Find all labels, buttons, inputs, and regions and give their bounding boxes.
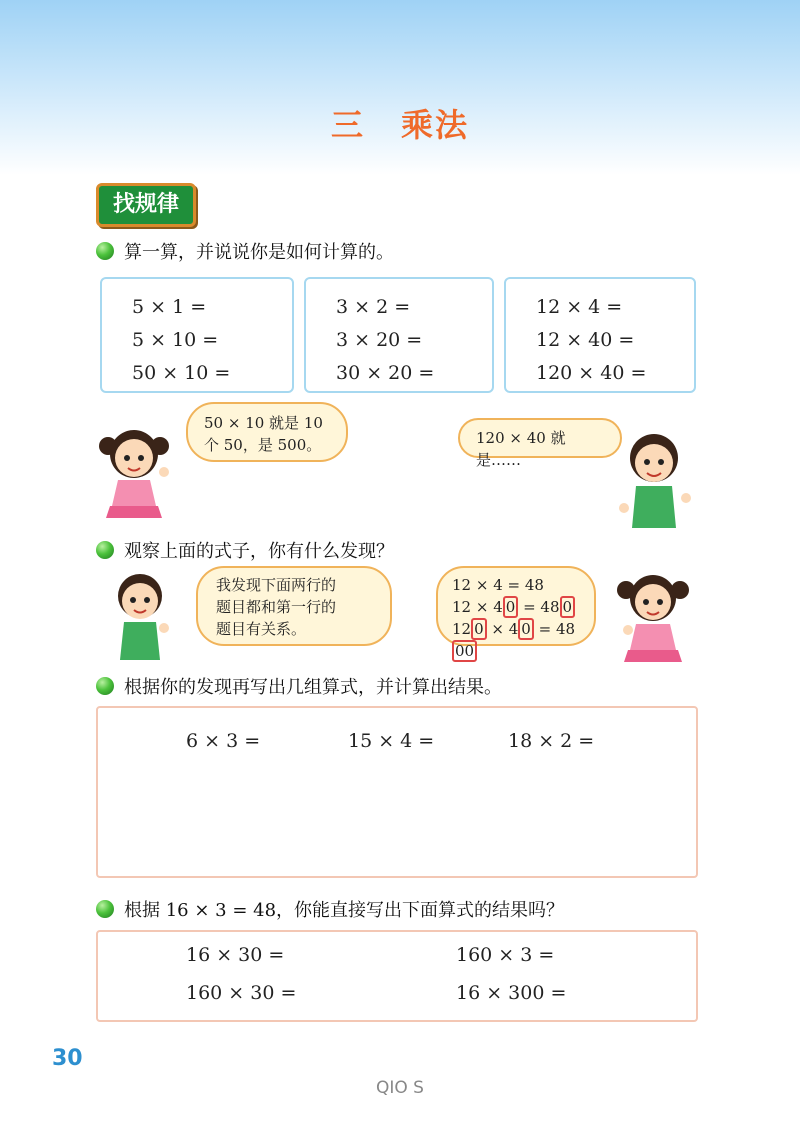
green-bullet-icon — [96, 900, 114, 918]
question-4 — [96, 896, 564, 922]
card-3-line-2: 12 × 40 = — [536, 329, 635, 351]
chapter-title — [0, 100, 800, 146]
girl-illustration — [96, 420, 176, 524]
card-2-line-1: 3 × 2 = — [336, 296, 411, 318]
question-2-text: 观察上面的式子，你有什么发现？ — [124, 541, 394, 562]
question-1 — [96, 238, 394, 264]
work-2-item-3: 160 × 30 = — [186, 982, 297, 1004]
work-1-item-1: 6 × 3 = — [186, 730, 261, 752]
highlight-zero: 0 — [518, 618, 534, 640]
footer-watermark: QIO S — [376, 1078, 424, 1098]
card-2-line-3: 30 × 20 = — [336, 362, 435, 384]
question-2 — [96, 537, 394, 563]
equation-line-1: 12 × 4 = 48 — [452, 576, 544, 594]
boy-illustration — [612, 428, 696, 530]
boy-thinking-illustration — [100, 568, 184, 660]
work-2-item-4: 16 × 300 = — [456, 982, 567, 1004]
work-area-2 — [96, 930, 698, 1022]
discovery-line-2: 题目都和第一行的 — [216, 598, 337, 616]
highlight-zero: 0 — [560, 596, 576, 618]
card-2-line-2: 3 × 20 = — [336, 329, 423, 351]
work-1-item-2: 15 × 4 = — [348, 730, 435, 752]
chapter-name: 乘法 — [401, 106, 470, 144]
exercise-card-3 — [504, 277, 696, 393]
card-1-line-1: 5 × 1 = — [132, 296, 207, 318]
work-2-item-2: 160 × 3 = — [456, 944, 555, 966]
highlight-zero: 0 — [503, 596, 519, 618]
speech-bubble-boy — [458, 418, 622, 469]
header-band — [0, 0, 800, 175]
speech-bubble-discovery — [196, 566, 392, 646]
page-number: 30 — [52, 1046, 83, 1071]
work-1-item-3: 18 × 2 = — [508, 730, 595, 752]
chapter-number: 三 — [330, 106, 365, 144]
discovery-line-1: 我发现下面两行的 — [216, 576, 337, 594]
card-1-line-2: 5 × 10 = — [132, 329, 219, 351]
highlight-zeros: 00 — [452, 640, 477, 662]
question-3-text: 根据你的发现再写出几组算式，并计算出结果。 — [124, 677, 502, 698]
work-area-1 — [96, 706, 698, 878]
question-3 — [96, 673, 502, 699]
question-1-text: 算一算，并说说你是如何计算的。 — [124, 242, 394, 263]
speech-boy-text: 120 × 40 就是…… — [476, 429, 566, 469]
speech-bubble-girl — [186, 402, 348, 462]
green-bullet-icon — [96, 242, 114, 260]
discovery-line-3: 题目有关系。 — [216, 620, 307, 638]
section-tag: 找规律 — [96, 183, 196, 227]
highlight-zero: 0 — [471, 618, 487, 640]
card-3-line-3: 120 × 40 = — [536, 362, 647, 384]
work-2-item-1: 16 × 30 = — [186, 944, 285, 966]
equation-line-3: 12 0 × 4 0 = 4800 — [452, 620, 576, 660]
card-3-line-1: 12 × 4 = — [536, 296, 623, 318]
exercise-card-1 — [100, 277, 294, 393]
speech-bubble-equations — [436, 566, 596, 660]
equation-line-2: 12 × 4 0 = 48 0 — [452, 596, 580, 618]
speech-girl-line-2: 个 50，是 500。 — [204, 436, 322, 454]
green-bullet-icon — [96, 677, 114, 695]
card-1-line-3: 50 × 10 = — [132, 362, 231, 384]
question-4-text: 根据 16 × 3 = 48，你能直接写出下面算式的结果吗？ — [124, 900, 565, 921]
exercise-card-2 — [304, 277, 494, 393]
girl-smiling-illustration — [610, 568, 696, 664]
green-bullet-icon — [96, 541, 114, 559]
speech-girl-line-1: 50 × 10 就是 10 — [204, 414, 323, 432]
